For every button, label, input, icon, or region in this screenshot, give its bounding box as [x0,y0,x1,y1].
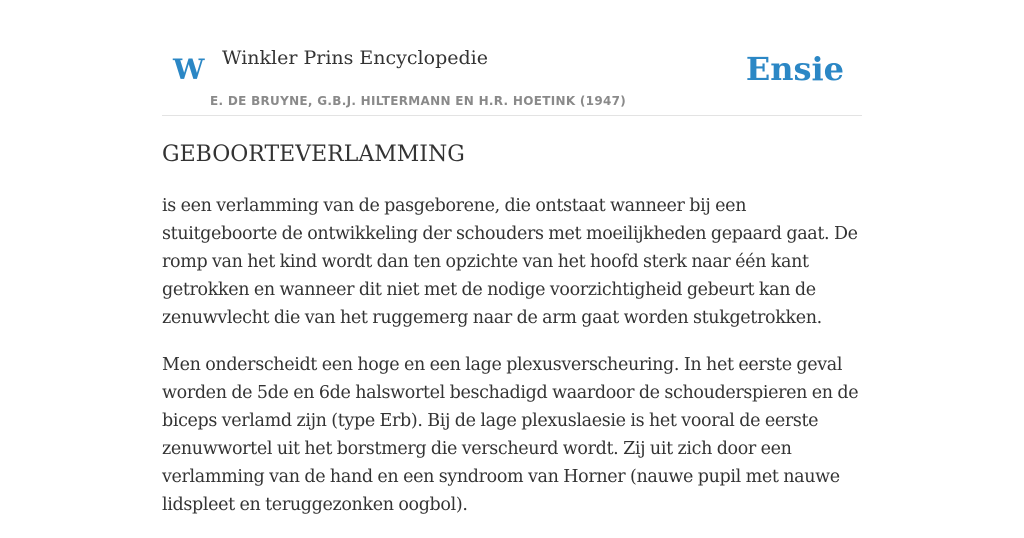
entry-paragraph: Men onderscheidt een hoge en een lage plexusverscheuring. In het eerste geval worden de 5de en 6de halswortel beschadigd waardoor de schouderspieren en de biceps verlamd zijn (type Erb). Bij de lage plexuslaesie is het vooral de eerste zenuwwortel uit het borstmerg die verscheurd wordt. Zij uit zich door een verlamming van de hand en een syndroom van Horner (nauwe pupil met nauwe lidspleet en teruggezonken oogbol). [162,355,859,515]
publication-title[interactable]: Winkler Prins Encyclopedie [222,47,488,69]
entry-paragraph: is een verlamming van de pasgeborene, die ontstaat wanneer bij een stuitgeboorte de ontwikkeling der schouders met moeilijkheden gepaard gaat. De romp van het kind wordt dan ten opzichte van het hoofd sterk naar één kant getrokken en wanneer dit niet met de nodige voorzichtigheid gebeurt kan de zenuwvlecht die van het ruggemerg naar de arm gaat worden stukgetrokken. [162,196,858,328]
entry-body [162,192,862,538]
publication-header [162,0,862,116]
entry-title: GEBOORTEVERLAMMING [162,142,465,167]
page-container [162,0,862,515]
publication-logo[interactable]: W [173,53,205,86]
publication-authors: E. DE BRUYNE, G.B.J. HILTERMANN EN H.R. HOETINK (1947) [210,94,627,108]
ensie-logo-link[interactable]: Ensie [745,50,844,88]
